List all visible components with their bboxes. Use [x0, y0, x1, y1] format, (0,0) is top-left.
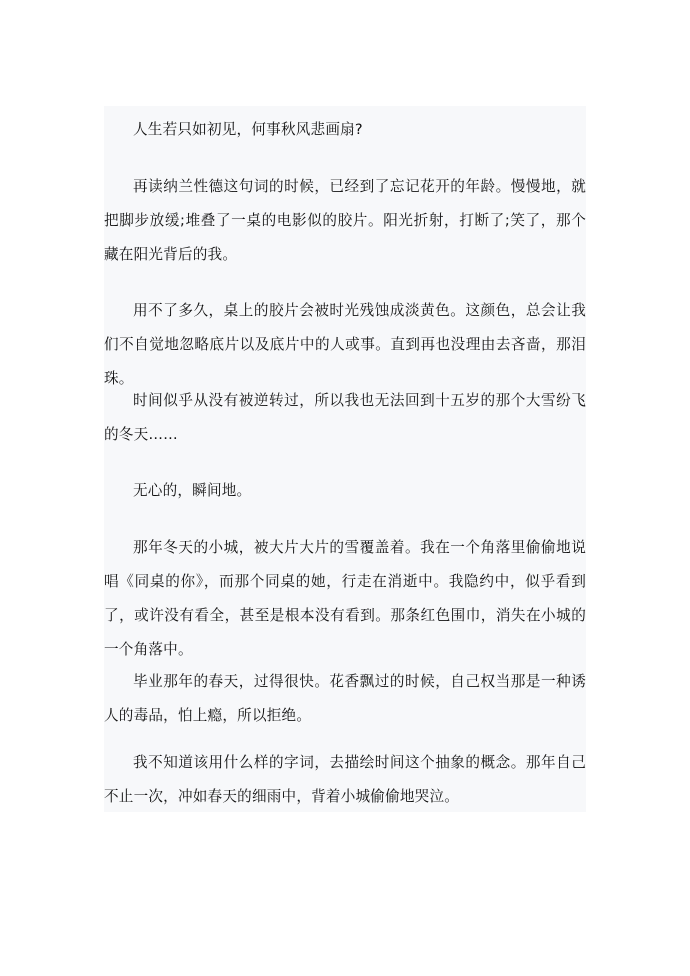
- essay-text-block: [104, 106, 586, 812]
- paragraph-4: 时间似乎从没有被逆转过，所以我也无法回到十五岁的那个大雪纷飞的冬天……: [104, 392, 586, 443]
- paragraph-3: 用不了多久，桌上的胶片会被时光残蚀成淡黄色。这颜色，总会让我们不自觉地忽略底片以及底片中的人或事。直到再也没理由去吝啬，那泪珠。: [104, 302, 586, 387]
- paragraph-7: 毕业那年的春天，过得很快。花香飘过的时候，自己权当那是一种诱人的毒品，怕上瘾，所以拒绝。: [104, 673, 586, 724]
- paragraph-8: 我不知道该用什么样的字词，去描绘时间这个抽象的概念。那年自己不止一次，冲如春天的细雨中，背着小城偷偷地哭泣。: [104, 754, 586, 805]
- paragraph-1: 人生若只如初见，何事秋风悲画扇?: [133, 121, 363, 138]
- paragraph-6: 那年冬天的小城，被大片大片的雪覆盖着。我在一个角落里偷偷地说唱《同桌的你》，而那个同桌的她，行走在消逝中。我隐约中，似乎看到了，或许没有看全，甚至是根本没有看到。那条红色围巾，消失在小城的一个角落中。: [104, 539, 586, 658]
- paragraph-5: 无心的，瞬间地。: [133, 482, 252, 499]
- paragraph-2: 再读纳兰性德这句词的时候，已经到了忘记花开的年龄。慢慢地，就把脚步放缓;堆叠了一桌的电影似的胶片。阳光折射，打断了;笑了，那个藏在阳光背后的我。: [104, 178, 586, 263]
